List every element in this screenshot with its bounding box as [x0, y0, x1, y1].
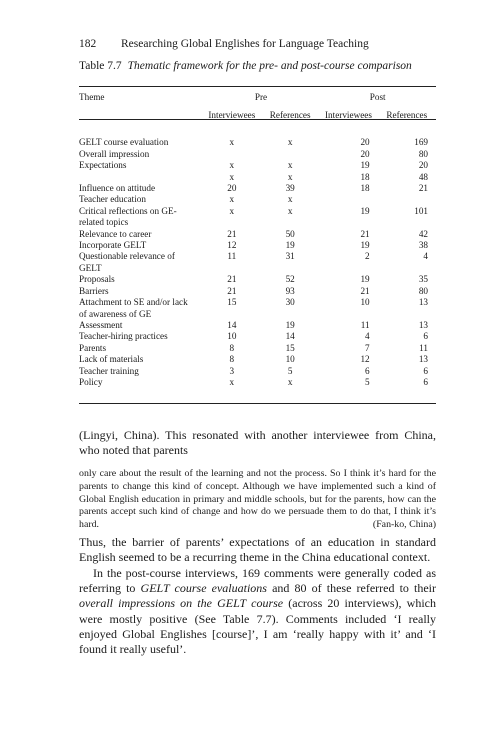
theme-text: Overall impression — [79, 148, 150, 159]
pre-references-cell: 19 — [285, 240, 295, 251]
theme-cell — [79, 194, 203, 205]
theme-cell — [79, 160, 203, 171]
post-interviewees-cell: 21 — [360, 228, 370, 239]
quote-source: (Fan-ko, China) — [372, 519, 436, 531]
pre-header: Pre — [254, 92, 268, 102]
post-header: Post — [369, 92, 386, 102]
theme-cell — [79, 377, 203, 388]
table-row — [79, 183, 436, 194]
post-interviewees-cell: 5 — [365, 376, 370, 387]
post-interviewees-cell: 12 — [360, 354, 370, 365]
theme-cell — [79, 240, 203, 251]
post-references-cell: 6 — [423, 376, 428, 387]
pre-references-cell: 10 — [285, 354, 295, 365]
table-row — [79, 206, 436, 229]
pre-interviewees-cell: 12 — [227, 240, 237, 251]
post-references-cell: 42 — [418, 228, 428, 239]
post-interviewees-cell: 7 — [365, 342, 370, 353]
theme-cell — [79, 206, 203, 229]
pre-references-cell — [261, 149, 319, 160]
post-references-cell: 38 — [418, 240, 428, 251]
theme-text: of awareness of GE — [79, 308, 152, 319]
pre-interviewees-cell: 15 — [227, 297, 237, 308]
theme-cell — [79, 320, 203, 331]
table-row — [79, 366, 436, 377]
pre-references-cell: 50 — [285, 228, 295, 239]
post-interviewees-cell: 18 — [360, 183, 370, 194]
theme-cell — [79, 251, 203, 274]
theme-text: Attachment to SE and/or lack — [79, 297, 188, 308]
theme-text: Assessment — [79, 319, 123, 330]
table-row — [79, 377, 436, 388]
pre-references-cell: x — [287, 137, 293, 148]
pre-references-cell: 19 — [285, 319, 295, 330]
post-references-cell: 4 — [423, 251, 428, 262]
post-references-cell — [378, 194, 436, 205]
pre-interviewees-cell — [203, 149, 261, 160]
pre-interviewees-cell: 14 — [227, 319, 237, 330]
paragraph-3-emphasis-1: GELT course evaluations — [140, 581, 267, 596]
post-references-header: References — [386, 110, 428, 121]
pre-interviewees-header: Interviewees — [208, 110, 256, 121]
pre-references-cell: x — [287, 171, 293, 182]
pre-references-cell: 52 — [285, 274, 295, 285]
theme-cell — [79, 286, 203, 297]
pre-interviewees-cell: x — [229, 171, 235, 182]
pre-interviewees-cell: x — [229, 137, 235, 148]
table-row — [79, 354, 436, 365]
theme-cell — [79, 331, 203, 342]
pre-references-cell: x — [287, 194, 293, 205]
theme-header: Theme — [79, 92, 105, 102]
theme-text: Expectations — [79, 160, 127, 171]
pre-interviewees-cell: x — [229, 160, 235, 171]
pre-interviewees-cell: 11 — [227, 251, 237, 262]
post-references-cell: 13 — [418, 297, 428, 308]
running-title: Researching Global Englishes for Language Teaching — [121, 38, 369, 50]
post-references-cell: 80 — [418, 148, 428, 159]
theme-cell — [79, 172, 203, 183]
paragraph-1: (Lingyi, China). This resonated with another interviewee from China, who noted that parents — [79, 428, 436, 458]
pre-interviewees-cell: x — [229, 205, 235, 216]
theme-text: Proposals — [79, 274, 115, 285]
paragraph-3-emphasis-2: overall impressions on the GELT course — [79, 596, 284, 611]
theme-cell — [79, 274, 203, 285]
theme-cell — [79, 149, 203, 160]
theme-text: GELT course evaluation — [79, 137, 169, 148]
table-row — [79, 251, 436, 274]
table-row — [79, 229, 436, 240]
theme-text: Questionable relevance of — [79, 251, 175, 262]
table-row — [79, 160, 436, 171]
table-row — [79, 343, 436, 354]
thematic-table — [79, 92, 436, 388]
paragraph-2: Thus, the barrier of parents’ expectations of an education in standard English seemed to be a recurring theme in the China educational context. — [79, 535, 436, 565]
post-interviewees-cell: 2 — [365, 251, 370, 262]
theme-text: Incorporate GELT — [79, 240, 147, 251]
theme-text: GELT — [79, 262, 102, 273]
theme-text: Teacher education — [79, 194, 146, 205]
post-interviewees-cell: 6 — [365, 365, 370, 376]
theme-text: Relevance to career — [79, 228, 152, 239]
post-references-cell: 169 — [414, 137, 428, 148]
table-header-row-2 — [79, 103, 436, 125]
post-interviewees-cell: 19 — [360, 274, 370, 285]
post-references-cell: 6 — [423, 365, 428, 376]
table-row — [79, 274, 436, 285]
post-references-cell: 13 — [418, 319, 428, 330]
post-interviewees-cell: 10 — [360, 297, 370, 308]
post-references-cell: 80 — [418, 285, 428, 296]
table-header-row-1 — [79, 92, 436, 103]
theme-text: Lack of materials — [79, 354, 144, 365]
table-row — [79, 320, 436, 331]
post-interviewees-cell: 19 — [360, 240, 370, 251]
running-header — [79, 38, 369, 50]
table-row — [79, 331, 436, 342]
post-interviewees-cell: 18 — [360, 171, 370, 182]
post-interviewees-cell — [319, 194, 377, 205]
pre-references-header: References — [269, 110, 311, 121]
post-references-cell: 35 — [418, 274, 428, 285]
table-label: Table 7.7 — [79, 60, 122, 72]
post-references-cell: 101 — [414, 205, 428, 216]
theme-text: Critical reflections on GE- — [79, 205, 177, 216]
theme-text: Teacher training — [79, 365, 139, 376]
theme-cell — [79, 183, 203, 194]
post-interviewees-cell: 19 — [360, 160, 370, 171]
theme-cell — [79, 297, 203, 320]
post-interviewees-cell: 21 — [360, 285, 370, 296]
table-row — [79, 149, 436, 160]
table-row — [79, 297, 436, 320]
pre-interviewees-cell: 21 — [227, 285, 237, 296]
pre-references-cell: 39 — [285, 183, 295, 194]
pre-interviewees-cell: 10 — [227, 331, 237, 342]
block-quote — [79, 468, 436, 532]
theme-text: Parents — [79, 342, 107, 353]
theme-cell — [79, 343, 203, 354]
table-caption — [79, 60, 412, 72]
pre-interviewees-cell: 21 — [227, 274, 237, 285]
post-interviewees-header: Interviewees — [325, 110, 372, 121]
theme-cell — [79, 137, 203, 148]
pre-references-cell: x — [287, 160, 293, 171]
pre-references-cell: 93 — [285, 285, 295, 296]
pre-references-cell: 15 — [285, 342, 295, 353]
paragraph-3-part-a: In the post-course interviews, 169 comments were generally coded as referring to — [79, 566, 436, 596]
theme-text: Teacher-hiring practices — [79, 331, 168, 342]
table-bottom-rule — [79, 403, 436, 404]
quote-text: only care about the result of the learning and not the process. So I think it’s hard for the parents to change this kind of concept. Although we have implemented such a kind of Global English education in primary and middle schools, but for the parents, how can the parents accept such kind of change and how do we persuade them to do that, I think it’s hard. — [79, 468, 436, 531]
table-row — [79, 172, 436, 183]
pre-interviewees-cell: 20 — [227, 183, 237, 194]
table-top-rule — [79, 86, 436, 87]
pre-interviewees-cell: 21 — [227, 228, 237, 239]
pre-interviewees-cell: 8 — [229, 354, 235, 365]
pre-interviewees-cell: 3 — [229, 365, 235, 376]
theme-text: Barriers — [79, 285, 109, 296]
post-interviewees-cell: 11 — [360, 319, 370, 330]
pre-interviewees-cell: x — [229, 194, 235, 205]
pre-references-cell: x — [287, 205, 293, 216]
pre-references-cell: 31 — [285, 251, 295, 262]
post-references-cell: 21 — [418, 183, 428, 194]
pre-references-cell: x — [287, 376, 293, 387]
theme-cell — [79, 366, 203, 377]
post-interviewees-cell: 19 — [360, 205, 370, 216]
post-references-cell: 48 — [418, 171, 428, 182]
post-references-cell: 13 — [418, 354, 428, 365]
post-references-cell: 20 — [418, 160, 428, 171]
theme-text: Influence on attitude — [79, 183, 156, 194]
theme-cell — [79, 229, 203, 240]
table-title: Thematic framework for the pre- and post-course comparison — [127, 60, 412, 72]
table-row — [79, 240, 436, 251]
post-references-cell: 11 — [419, 342, 428, 353]
page-number: 182 — [79, 38, 97, 50]
table-row — [79, 137, 436, 148]
pre-references-cell: 30 — [285, 297, 295, 308]
paragraph-3-part-c: and 80 of these referred to their — [266, 581, 437, 596]
pre-references-cell: 5 — [287, 365, 293, 376]
post-references-cell: 6 — [423, 331, 428, 342]
post-interviewees-cell: 4 — [365, 331, 370, 342]
paragraph-3 — [79, 566, 436, 657]
pre-references-cell: 14 — [285, 331, 295, 342]
table-row — [79, 194, 436, 205]
table-row — [79, 286, 436, 297]
paragraph-3-part-e: (across 20 interviews), which were mostly positive (See Table 7.7). Comments included ‘I really enjoyed Global Englishes [course]’, I am ‘really happy with it’ and ‘I found it really useful’. — [79, 596, 436, 657]
theme-text: Policy — [79, 376, 103, 387]
pre-interviewees-cell: x — [229, 376, 235, 387]
pre-interviewees-cell: 8 — [229, 342, 235, 353]
theme-text: related topics — [79, 217, 129, 228]
theme-cell — [79, 354, 203, 365]
post-interviewees-cell: 20 — [360, 137, 370, 148]
post-interviewees-cell: 20 — [360, 148, 370, 159]
